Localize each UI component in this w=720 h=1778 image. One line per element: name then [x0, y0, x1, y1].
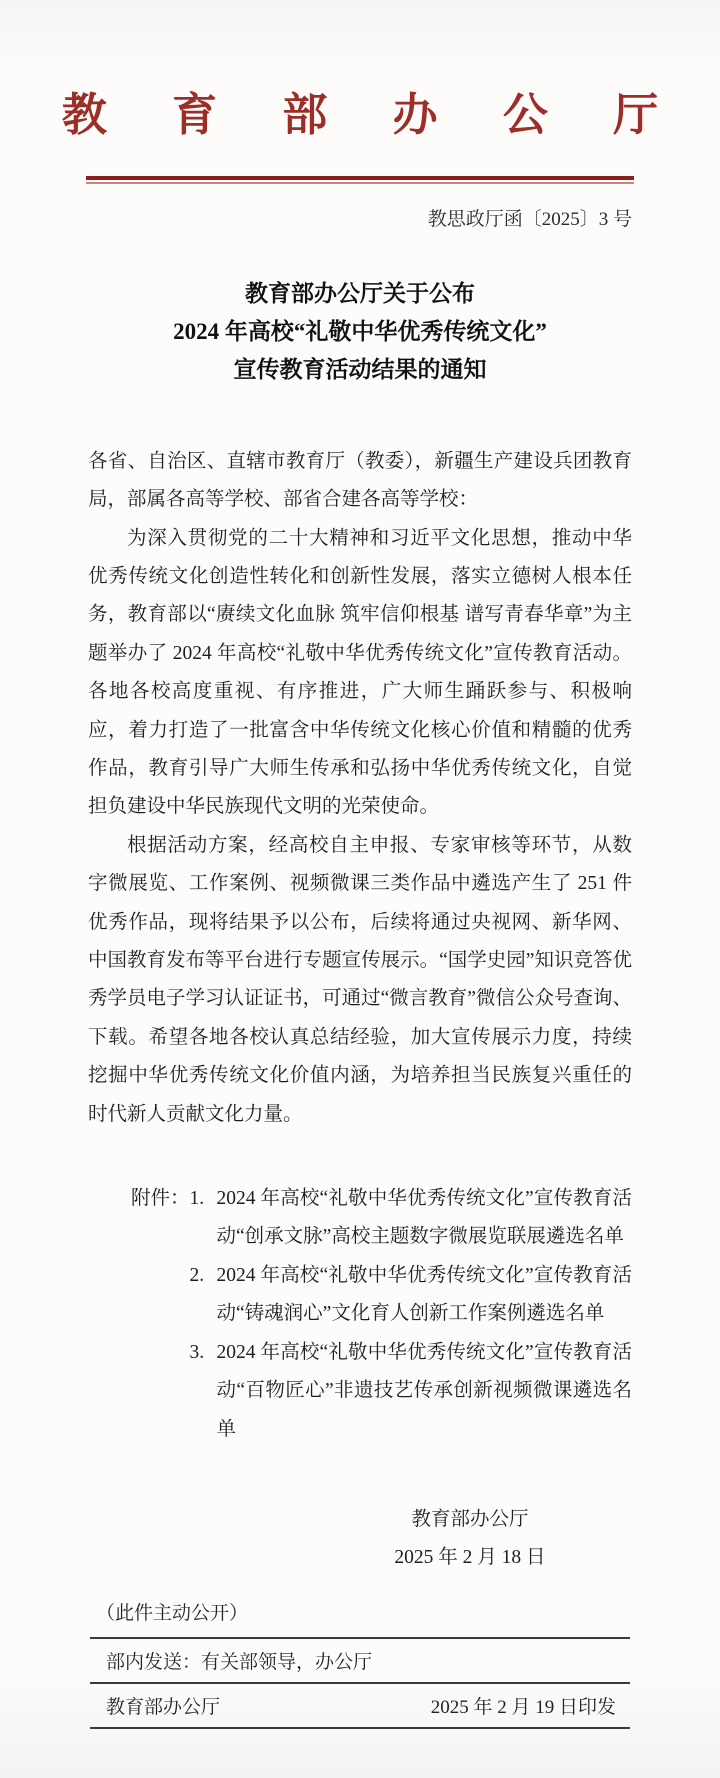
- attachment-text: 2024 年高校“礼敬中华优秀传统文化”宣传教育活动“铸魂润心”文化育人创新工作案例遴选名单: [216, 1264, 632, 1325]
- footer-public-note: （此件主动公开）: [96, 1603, 249, 1624]
- attachments-label: 附件：: [131, 1188, 190, 1210]
- signature-org: 教育部办公厅: [411, 1508, 529, 1530]
- notice-title: [0, 275, 720, 389]
- footer-divider-bottom: [90, 1727, 630, 1729]
- attachment-text: 2024 年高校“礼敬中华优秀传统文化”宣传教育活动“创承文脉”高校主题数字微展览联展遴选名单: [216, 1188, 632, 1248]
- attachment-number: 3.: [189, 1341, 205, 1363]
- attachment-item: [190, 1180, 632, 1257]
- notice-body: [0, 443, 720, 1134]
- attachments-list: [190, 1180, 632, 1449]
- notice-title-line-1: 教育部办公厅关于公布: [245, 280, 475, 306]
- agency-header: 教 育 部 办 公 厅: [61, 90, 686, 140]
- attachment-item: [190, 1334, 632, 1449]
- footer-issuer: 教育部办公厅: [106, 1697, 221, 1718]
- body-paragraph-1: 为深入贯彻党的二十大精神和习近平文化思想，推动中华优秀传统文化创造性转化和创新性发展，落实立德树人根本任务，教育部以“赓续文化血脉 筑牢信仰根基 谱写青春华章”为主题举办了 2024 年高校“礼敬中华优秀传统文化”宣传教育活动。各地各校高度重视、有序推进，广大师生踊跃参与、积极响应，着力打造了一批富含中华传统文化核心价值和精髓的优秀作品，教育引导广大师生传承和弘扬中华优秀传统文化，自觉担负建设中华民族现代文明的光荣使命。: [88, 527, 632, 818]
- footer-print-date: 2025 年 2 月 19 日印发: [430, 1697, 616, 1718]
- attachments-block: [0, 1180, 720, 1449]
- attachment-number: 1.: [189, 1188, 205, 1210]
- footer-block: [0, 1598, 720, 1729]
- body-paragraph-2: 根据活动方案，经高校自主申报、专家审核等环节，从数字微展览、工作案例、视频微课三类作品中遴选产生了 251 件优秀作品，现将结果予以公布，后续将通过央视网、新华网、中国教育发布等平台进行专题宣传展示。“国学史园”知识竞答优秀学员电子学习认证证书，可通过“微言教育”微信公众号查询、下载。希望各地各校认真总结经验，加大宣传展示力度，持续挖掘中华优秀传统文化价值内涵，为培养担当民族复兴重任的时代新人贡献文化力量。: [88, 834, 632, 1125]
- recipients-paragraph: 各省、自治区、直辖市教育厅（教委），新疆生产建设兵团教育局，部属各高等学校、部省合建各高等学校：: [88, 450, 632, 511]
- attachment-item: [190, 1257, 632, 1334]
- notice-title-line-3: 宣传教育活动结果的通知: [233, 356, 487, 382]
- signature-date: 2025 年 2 月 18 日: [394, 1546, 546, 1568]
- notice-title-line-2: 2024 年高校“礼敬中华优秀传统文化”: [173, 318, 547, 344]
- attachment-text: 2024 年高校“礼敬中华优秀传统文化”宣传教育活动“百物匠心”非遗技艺传承创新视频微课遴选名单: [216, 1341, 632, 1440]
- red-double-rule: [86, 176, 634, 184]
- footer-distribution: 部内发送：有关部领导，办公厅: [106, 1652, 373, 1673]
- footer-print-row: [0, 1684, 720, 1727]
- signature-block: [385, 1501, 555, 1577]
- doc-number: 教思政厅函〔2025〕3 号: [427, 208, 632, 230]
- attachment-number: 2.: [189, 1264, 205, 1286]
